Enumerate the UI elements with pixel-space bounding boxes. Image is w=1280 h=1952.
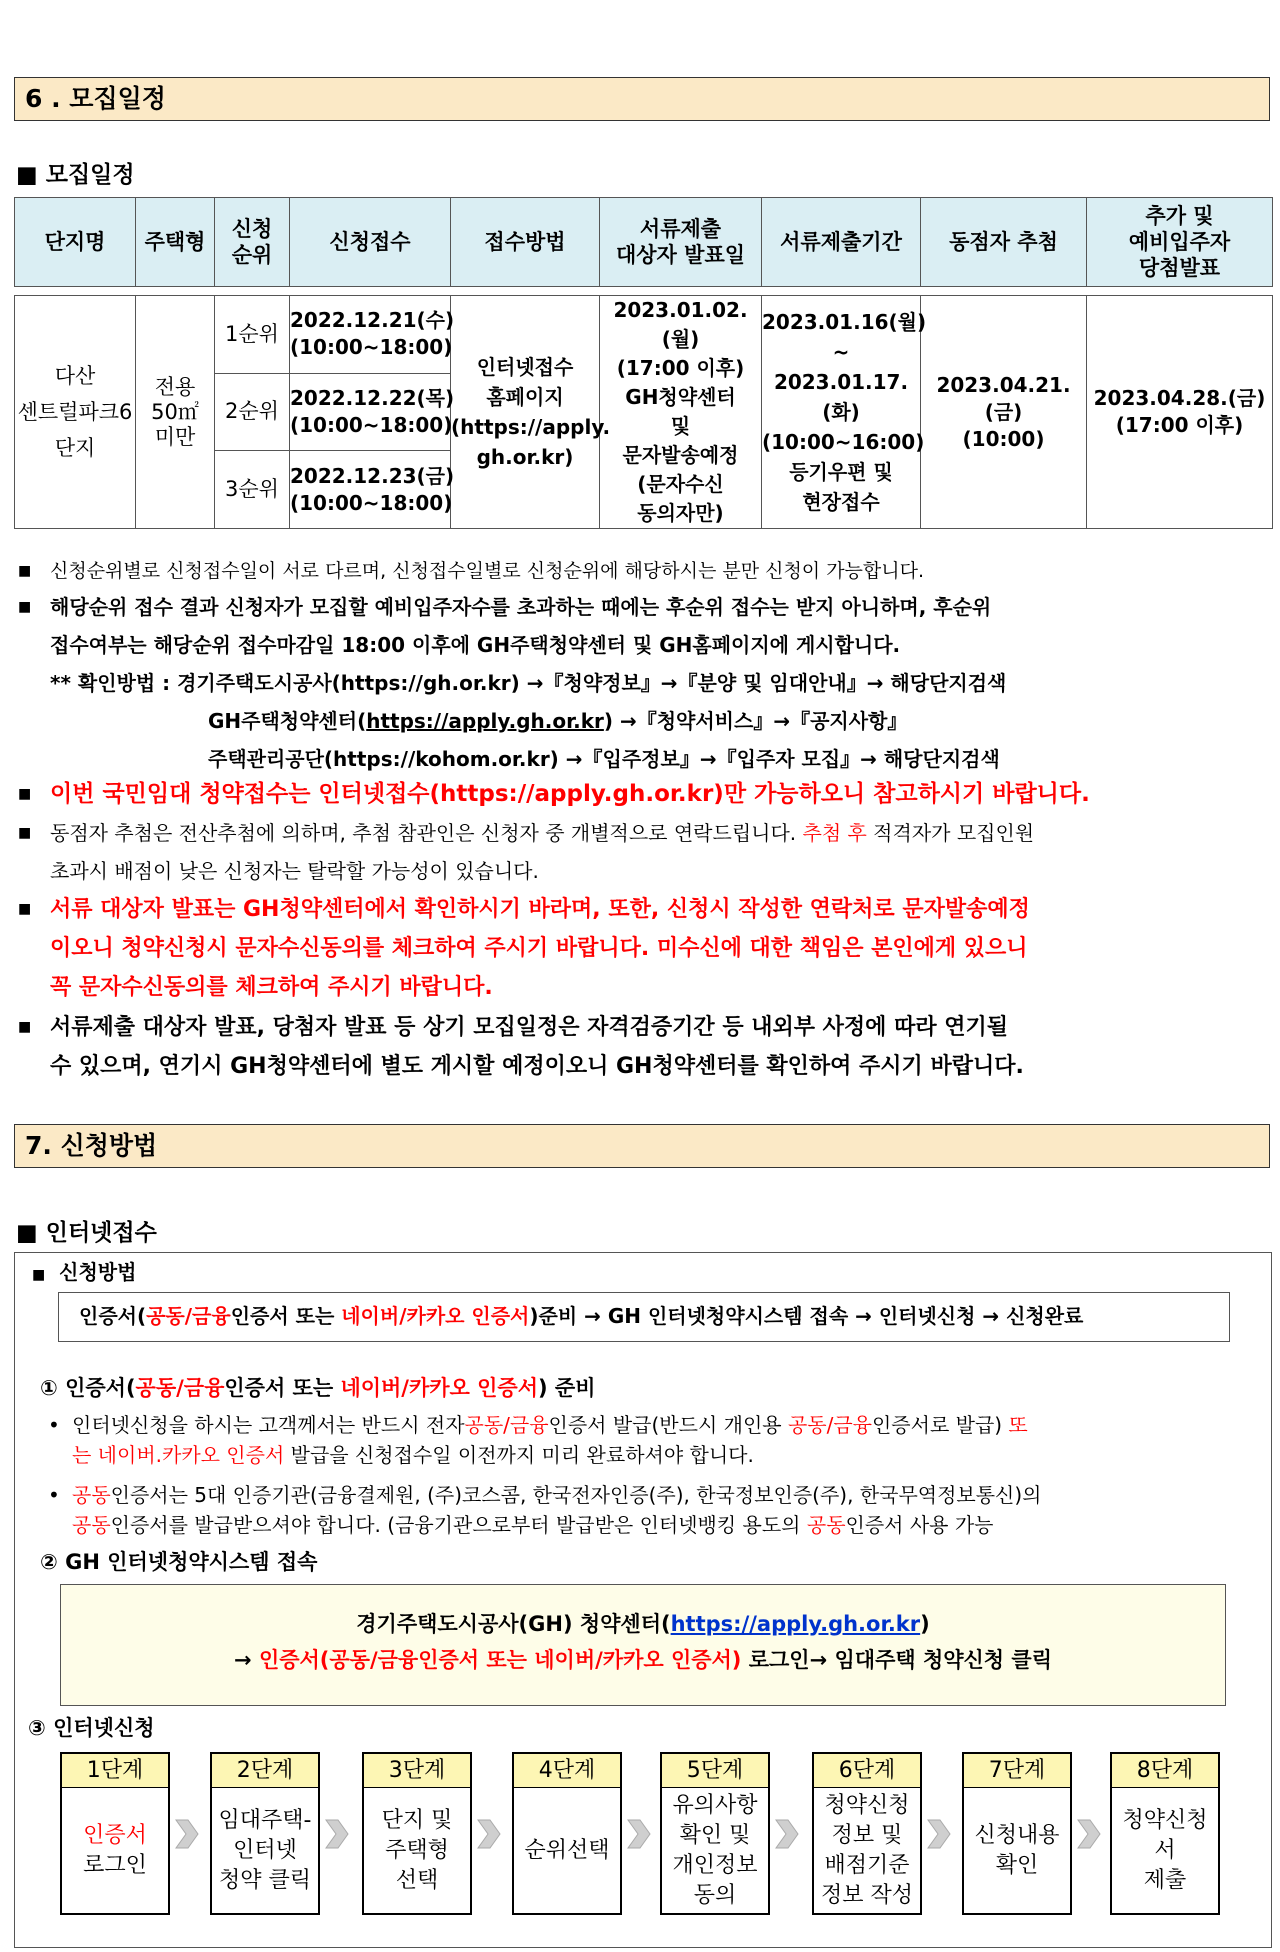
bullet-icon: ■ [18,599,32,615]
note-3: ■ 이번 국민임대 청약접수는 인터넷접수(https://apply.gh.or.kr)만 가능하오니 참고하시기 바랍니다. [18,774,1272,814]
chevron-right-icon [1076,1812,1102,1856]
step3-title: ③ 인터넷신청 [28,1716,155,1740]
chevron-right-icon [324,1812,350,1856]
schedule-table-header [14,197,1273,287]
cell-period: 2023.01.16(월) ~ 2023.01.17.(화) (10:00~16:00) 등기우편 및 현장접수 [762,296,921,529]
gh-apply-link[interactable]: https://apply.gh.or.kr [670,1612,921,1636]
gh-access-box: 경기주택도시공사(GH) 청약센터(https://apply.gh.or.kr) → 인증서(공동/금융인증서 또는 네이버/카카오 인증서) 로그인→ 임대주택 청약신청 클릭 [60,1584,1226,1706]
apply-link[interactable]: https://apply.gh.or.kr [366,709,604,733]
step-8: 8단계 청약신청서 제출 [1110,1752,1220,1915]
cell-result: 2023.04.28.(금) (17:00 이후) [1087,296,1273,529]
col-apply: 신청접수 [290,198,451,287]
step-7: 7단계 신청내용 확인 [962,1752,1072,1915]
step-label: 6단계 [814,1754,920,1788]
col-period: 서류제출기간 [762,198,921,287]
chevron-right-icon [774,1812,800,1856]
bullet-icon: ■ [32,1267,46,1283]
step2-title: ② GH 인터넷청약시스템 접속 [40,1550,318,1574]
bullet-icon: ■ [18,901,32,917]
section-7-header: 7. 신청방법 [14,1124,1270,1168]
bullet-icon: ■ [18,786,32,802]
step-3: 3단계 단지 및 주택형 선택 [362,1752,472,1915]
note-5: ■ 서류 대상자 발표는 GH청약센터에서 확인하시기 바라며, 또한, 신청시 작성한 연락처로 문자발송예정 이오니 청약신청시 문자수신동의를 체크하여 주시기 바랍니다. 미수신에 대한 책임은 본인에게 있으니 꼭 문자수신동의를 체크하여 주시기 바랍니다. [18,890,1272,1007]
col-method: 접수방법 [451,198,600,287]
cell-date-1: 2022.12.21(수) (10:00~18:00) [290,296,451,374]
cell-lottery: 2023.04.21.(금) (10:00) [921,296,1087,529]
col-house-type: 주택형 [136,198,215,287]
step-label: 2단계 [212,1754,318,1788]
note-6: ■ 서류제출 대상자 발표, 당첨자 발표 등 상기 모집일정은 자격검증기간 등 내외부 사정에 따라 연기될 수 있으며, 연기시 GH청약센터에 별도 게시할 예정이오니 GH청약센터를 확인하여 주시기 바랍니다. [18,1008,1272,1086]
col-lottery: 동점자 추첨 [921,198,1087,287]
step1-bullet-2: • 공동인증서는 5대 인증기관(금융결제원, (주)코스콤, 한국전자인증(주), 한국정보인증(주), 한국무역정보통신)의 공동인증서를 발급받으셔야 합니다. (금융기관으로부터 발급받은 인터넷뱅킹 용도의 공동인증서 사용 가능 [48,1483,1042,1537]
step-4: 4단계 순위선택 [512,1752,622,1915]
note-4: ■ 동점자 추첨은 전산추첨에 의하며, 추첨 참관인은 신청자 중 개별적으로 연락드립니다. 추첨 후 적격자가 모집인원 초과시 배점이 낮은 신청자는 탈락할 가능성이 있습니다. [18,814,1272,890]
col-rank: 신청 순위 [215,198,290,287]
cell-house-type: 전용 50㎡ 미만 [136,296,215,529]
step-1: 1단계 인증서 로그인 [60,1752,170,1915]
note-2: ■ 해당순위 접수 결과 신청자가 모집할 예비입주자수를 초과하는 때에는 후순위 접수는 받지 아니하며, 후순위 접수여부는 해당순위 접수마감일 18:00 이후에 GH주택청약센터 및 GH홈페이지에 게시합니다. [18,588,1272,664]
cell-complex: 다산 센트럴파크6 단지 [15,296,136,529]
cell-announce: 2023.01.02.(월) (17:00 이후) GH청약센터 및 문자발송예정 (문자수신 동의자만) [600,296,762,529]
step-6: 6단계 청약신청 정보 및 배점기준 정보 작성 [812,1752,922,1915]
section-6-header: 6 . 모집일정 [14,77,1270,121]
note-1: ■ 신청순위별로 신청접수일이 서로 다르며, 신청접수일별로 신청순위에 해당하시는 분만 신청이 가능합니다. [18,553,1272,590]
col-result: 추가 및 예비입주자 당첨발표 [1087,198,1273,287]
cell-date-2: 2022.12.22(목) (10:00~18:00) [290,373,451,451]
chevron-right-icon [174,1812,200,1856]
step-5: 5단계 유의사항 확인 및 개인정보 동의 [660,1752,770,1915]
chevron-right-icon [476,1812,502,1856]
chevron-right-icon [626,1812,652,1856]
bullet-icon: ■ [18,563,32,579]
col-complex: 단지명 [15,198,136,287]
method-label: ■ 신청방법 [32,1260,137,1284]
cell-method: 인터넷접수 홈페이지 (https://apply. gh.or.kr) [451,296,600,529]
step-label: 3단계 [364,1754,470,1788]
step-label: 8단계 [1112,1754,1218,1788]
check-method: ** 확인방법 : 경기주택도시공사(https://gh.or.kr) →『청약정보』→『분양 및 임대안내』→ 해당단지검색 GH주택청약센터(https://apply.gh.or.kr) →『청약서비스』→『공지사항』 주택관리공단(https://kohom.or.kr) →『입주정보』→『입주자 모집』→ 해당단지검색 [50,671,1007,771]
internet-subhead: ■ 인터넷접수 [16,1220,157,1246]
step1-title: ① 인증서(공동/금융인증서 또는 네이버/카카오 인증서) 준비 [40,1376,596,1400]
col-announce: 서류제출 대상자 발표일 [600,198,762,287]
cell-date-3: 2022.12.23(금) (10:00~18:00) [290,451,451,529]
cell-rank-2: 2순위 [215,373,290,451]
schedule-subhead: ■ 모집일정 [16,162,135,188]
flow-box: 인증서(공동/금융인증서 또는 네이버/카카오 인증서)준비 → GH 인터넷청약시스템 접속 → 인터넷신청 → 신청완료 [58,1292,1230,1342]
step-label: 5단계 [662,1754,768,1788]
step-label: 7단계 [964,1754,1070,1788]
cell-rank-1: 1순위 [215,296,290,374]
schedule-table-body [14,295,1273,529]
bullet-icon: ■ [18,1019,32,1035]
step-label: 4단계 [514,1754,620,1788]
step-label: 1단계 [62,1754,168,1788]
step-2: 2단계 임대주택- 인터넷 청약 클릭 [210,1752,320,1915]
bullet-icon: ■ [18,825,32,841]
step1-bullet-1: • 인터넷신청을 하시는 고객께서는 반드시 전자공동/금융인증서 발급(반드시 개인용 공동/금융인증서로 발급) 또 는 네이버.카카오 인증서 발급을 신청접수일 이전까지 미리 완료하셔야 합니다. [48,1413,1028,1467]
cell-rank-3: 3순위 [215,451,290,529]
chevron-right-icon [926,1812,952,1856]
